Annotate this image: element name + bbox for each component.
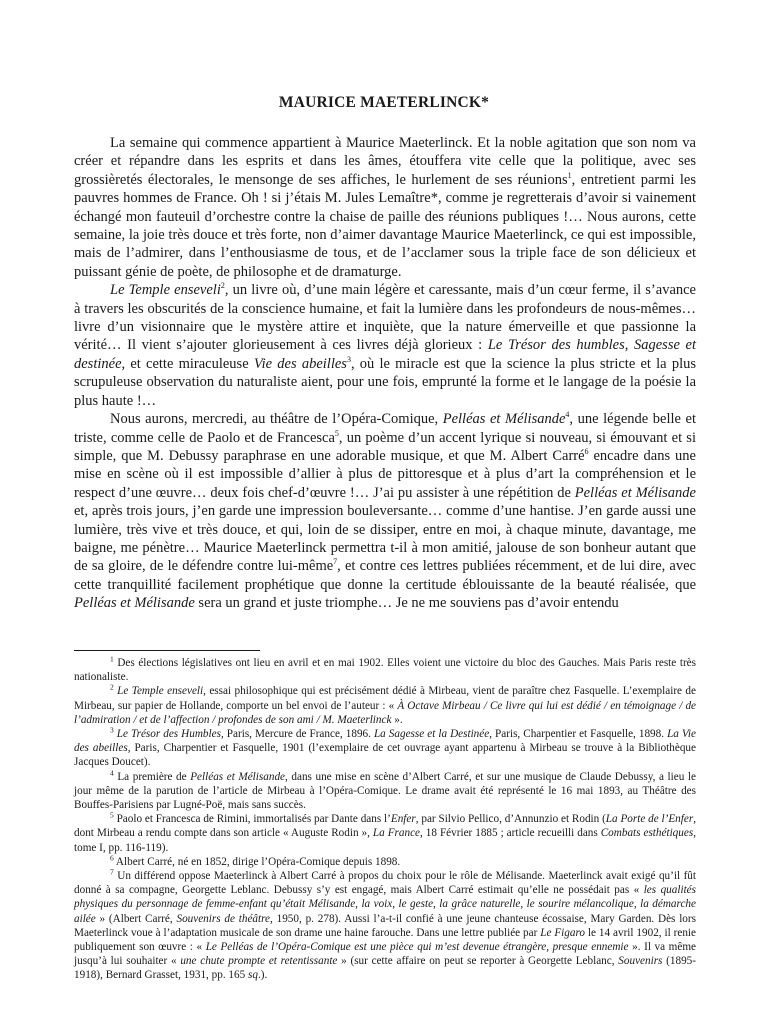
text-run: La première de	[113, 770, 191, 783]
italic-text: Le Temple enseveli,	[117, 685, 206, 698]
footnote-separator	[74, 650, 260, 651]
text-run: , entretient parmi les pauvres hommes de France. Oh ! si j’étais M. Jules Lemaître*, comme je regretterais d’avoir si vainement échangé mon fauteuil d’orchestre contre la chaise de paille des réunions publiques !… Nous aurons, cette semaine, la joie très douce et très forte, non d’aimer davantage Maurice Maeterlinck, ce qui est impossible, mais de l’admirer, dans l’enthousiasme de tous, et de l’acclamer sous la triple face de son délicieux et puissant génie de poète, de philosophe et de dramaturge.	[74, 171, 696, 280]
italic-text: Pelléas et Mélisande	[574, 484, 696, 501]
footnote	[74, 767, 696, 813]
footnote	[74, 727, 696, 770]
text-run: , 18 Février 1885 ; article recueilli dans	[420, 827, 601, 840]
text-run: le 14 avril 1902, il renie publiquement son œuvre : «	[74, 926, 696, 954]
italic-text: sq	[248, 969, 258, 982]
text-run: Un différend oppose Maeterlinck à Albert Carré à propos du choix pour le rôle de Mélisande. Maeterlinck avait exigé qu’il fût donné à sa compagne, Georgette Leblanc. Debussy s’y est engagé, mais Albert Carré estimait qu’elle ne possédait pas «	[74, 870, 696, 897]
text-run: essai philosophique qui est précisément dédié à Mirbeau, vient de paraître chez Fasquelle. L’exemplaire de Mirbeau, sur papier de Hollande, comporte un bel envoi de l’auteur : «	[74, 685, 696, 712]
italic-text: Pelléas et Mélisande	[190, 770, 285, 783]
italic-text: La France	[372, 827, 421, 840]
text-run: ».	[391, 713, 403, 726]
footnote-ref: 1	[110, 654, 114, 664]
italic-text: La Vie des abeilles	[74, 728, 696, 755]
text-run: sera un grand et juste triomphe… Je ne me souviens pas d’avoir entendu	[194, 595, 619, 612]
footnote-ref: 3	[110, 725, 114, 735]
footnote-ref: 4	[110, 767, 114, 777]
text-run: .).	[257, 969, 268, 982]
footnote	[74, 855, 696, 869]
italic-text: La Porte de l’Enfer	[605, 813, 694, 826]
footnote-ref: 1	[567, 170, 572, 180]
body-paragraph	[74, 134, 696, 281]
italic-text: Combats esthétiques	[600, 827, 694, 840]
text-run: Paolo et Francesca de Rimini, immortalisés par Dante dans l’	[113, 813, 391, 826]
footnote-ref: 5	[334, 428, 339, 438]
text-run: , un livre où, d’une main légère et caressante, mais d’un cœur ferme, il s’avance à travers les obscurités de la conscience humaine, et fait la lumière dans les profondeurs de nous-mêmes… livre d’un visionnaire que le mystère attire et inquiète, que la nature émerveille et que passionne la vérité… Il vient s’ajouter glorieusement à ces livres déjà glorieux :	[74, 282, 696, 354]
footnote	[74, 656, 696, 684]
main-text	[74, 134, 696, 613]
text-run: , 1950, p. 278). Aussi l’a-t-il confié à une jeune chanteuse écossaise, Mary Garden. Dès lors Maeterlinck voue à l’adaptation musicale de son drame une haine farouche. Dans une lettre publiée par	[74, 912, 696, 939]
footnote-ref: 3	[346, 355, 351, 365]
footnote-ref: 7	[333, 557, 338, 567]
body-paragraph	[74, 410, 696, 612]
italic-text: Souvenirs	[618, 955, 663, 968]
italic-text: Pelléas et Mélisande	[74, 595, 195, 612]
text-run: encadre dans une mise en scène où il est impossible d’allier à plus de pittoresque et à plus d’art la compréhension et le respect d’une œuvre… deux fois chef-d’œuvre !… J’ai pu assister à une répétition de	[74, 447, 696, 501]
italic-text: Le Trésor des Humbles,	[116, 728, 224, 741]
italic-text: Le Temple enseveli	[110, 282, 221, 299]
footnote	[74, 812, 696, 855]
footnote-ref: 5	[110, 810, 114, 820]
text-run: et, après trois jours, j’en garde une impression bouleversante… comme d’une hantise. J’en garde aussi une lumière, très vive et très douce, et qui, loin de se dissiper, entre en moi, à chaque minute, davantage, me baigne, me pénètre… Maurice Maeterlinck permettra t-il à mon amitié, jalouse de son bonheur autant que de sa gloire, de le défendre contre lui-même	[74, 503, 696, 575]
text-run: Nous aurons, mercredi, au théâtre de l’Opéra-Comique,	[110, 411, 443, 428]
text-run: La semaine qui commence appartient à Maurice Maeterlinck. Et la noble agitation que son nom va créer et répandre dans les esprits et dans les âmes, étouffera vite celle que la politique, avec ses grossièretés électorales, le mensonge de ses affiches, le hurlement de ses réunions	[74, 135, 696, 188]
page-title: MAURICE MAETERLINCK*	[278, 94, 490, 111]
body-paragraph	[74, 281, 696, 410]
footnote-ref: 4	[565, 410, 570, 420]
italic-text: La Sagesse et la Destinée	[373, 728, 490, 741]
footnote-ref: 6	[584, 447, 589, 457]
text-run: et cette miraculeuse	[125, 355, 254, 372]
text-run: , Paris, Charpentier et Fasquelle, 1898.	[489, 728, 668, 741]
footnote-ref: 2	[220, 281, 225, 291]
footnote	[74, 684, 696, 727]
text-run: Des élections législatives ont lieu en avril et en mai 1902. Elles voient une victoire du bloc des Gauches. Mais Paris reste très nationaliste.	[74, 657, 696, 684]
italic-text: une chute prompte et retentissante	[180, 955, 338, 968]
italic-text: Vie des abeilles	[253, 355, 347, 372]
text-run: Paris, Mercure de France, 1896.	[223, 728, 374, 741]
italic-text: Enfer	[390, 813, 416, 826]
italic-text: les qualités physiques du personnage de femme-enfant qu’était Mélisande, la voix, le geste, la grâce naturelle, le sourire mélancolique, la démarche ailée	[74, 884, 696, 925]
italic-text: À Octave Mirbeau / Ce livre qui lui est dédié / en témoignage / de l’admiration / et de l’affection / profondes de son ami / M. Maeterlinck	[74, 699, 696, 726]
text-run: ». Il va même jusqu’à lui souhaiter «	[74, 941, 697, 968]
text-run: , Paris, Charpentier et Fasquelle, 1901 (l’exemplaire de cet ouvrage ayant appartenu à Mirbeau se trouve à la Bibliothèque Jacques Doucet).	[74, 742, 696, 769]
text-run: » (sur cette affaire on peut se reporter à Georgette Leblanc,	[337, 955, 619, 968]
text-run: Albert Carré, né en 1852, dirige l’Opéra-Comique depuis 1898.	[113, 855, 401, 868]
text-run: , tome I, pp. 116-119).	[74, 827, 696, 854]
footnote	[74, 869, 696, 983]
text-run: , par Silvio Pellico, d’Annunzio et Rodin (	[415, 813, 606, 826]
text-run: , dont Mirbeau a rendu compte dans son article « Auguste Rodin »,	[74, 813, 696, 840]
footnote-ref: 6	[110, 853, 114, 863]
footnotes	[74, 656, 696, 983]
italic-text: Souvenirs de théâtre	[176, 912, 271, 925]
footnote-ref: 2	[110, 682, 114, 692]
text-run: (1895-1918), Bernard Grasset, 1931, pp. 165	[74, 955, 696, 982]
text-run: , et contre ces lettres publiées récemment, et de lui dire, avec cette tranquillité facilement prophétique que donne la certitude éblouissante de la beauté réalisée, que	[74, 558, 696, 593]
italic-text: Pelléas et Mélisande	[442, 411, 566, 428]
italic-text: Le Pelléas de l’Opéra-Comique est une pièce qui m’est devenue étrangère, presque ennemie	[205, 941, 629, 954]
text-run: , une légende belle et triste, comme celle de Paolo et de Francesca	[74, 411, 696, 446]
text-run: , dans une mise en scène d’Albert Carré, et sur une musique de Claude Debussy, a lieu le jour même de la parution de l’article de Mirbeau à l’Opéra-Comique. Le drame avait été représenté le 16 mai 1893, au Théâtre des Bouffes-Parisiens par Lugné-Poë, mais sans succès.	[74, 770, 696, 812]
text-run: , un poème d’un accent lyrique si nouveau, si émouvant et si simple, que M. Debussy paraphrase en une adorable musique, et que M. Albert Carré	[74, 429, 696, 464]
footnote-ref: 7	[110, 867, 114, 877]
text-run: , où le miracle est que la science la plus stricte et la plus scrupuleuse observation du naturaliste aient, pour une fois, emprunté la forme et le langage de la poésie la plus haute !…	[74, 355, 696, 409]
italic-text: Le Trésor des humbles, Sagesse et destinée,	[74, 337, 696, 372]
italic-text: Le Figaro	[540, 926, 586, 939]
text-run: » (Albert Carré,	[95, 912, 177, 925]
